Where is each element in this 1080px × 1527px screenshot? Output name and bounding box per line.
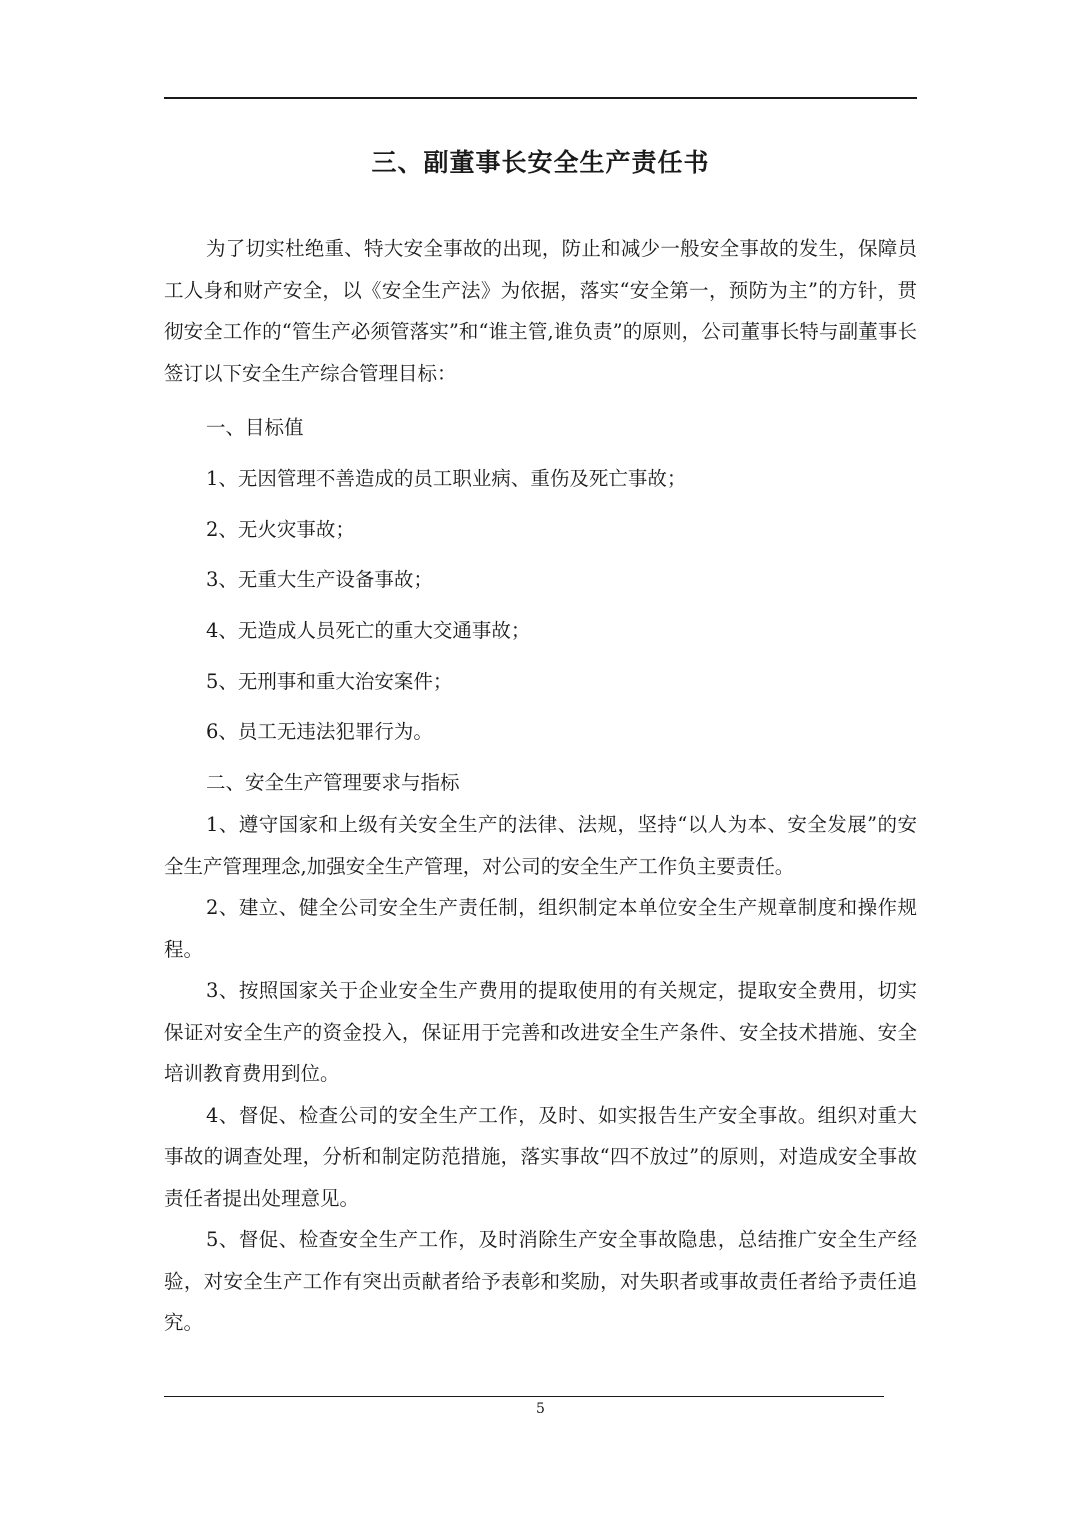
goal-item-2: 2、无火灾事故； <box>206 518 355 541</box>
header-rule <box>164 97 917 99</box>
requirement-paragraph-5: 5、督促、检查安全生产工作，及时消除生产安全事故隐患，总结推广安全生产经验，对安全生产工作有突出贡献者给予表彰和奖励，对失职者或事故责任者给予责任追究。 <box>164 1228 917 1334</box>
intro-paragraph: 为了切实杜绝重、特大安全事故的出现，防止和减少一般安全事故的发生，保障员工人身和财产安全，以《安全生产法》为依据，落实“安全第一，预防为主”的方针，贯彻安全工作的“管生产必须管落实”和“谁主管,谁负责”的原则，公司董事长特与副董事长签订以下安全生产综合管理目标： <box>164 237 917 385</box>
requirement-paragraph-3: 3、按照国家关于企业安全生产费用的提取使用的有关规定，提取安全费用，切实保证对安全生产的资金投入，保证用于完善和改进安全生产条件、安全技术措施、安全培训教育费用到位。 <box>164 979 917 1085</box>
footer-rule <box>164 1396 884 1397</box>
goal-item-6: 6、员工无违法犯罪行为。 <box>206 720 433 743</box>
goal-item-3: 3、无重大生产设备事故； <box>206 568 433 591</box>
requirement-paragraph-2: 2、建立、健全公司安全生产责任制，组织制定本单位安全生产规章制度和操作规程。 <box>164 896 917 961</box>
goal-item-4: 4、无造成人员死亡的重大交通事故； <box>206 619 531 642</box>
section2-heading: 二、安全生产管理要求与指标 <box>206 771 460 794</box>
intro-block <box>164 228 917 394</box>
requirement-paragraph-4: 4、督促、检查公司的安全生产工作，及时、如实报告生产安全事故。组织对重大事故的调查处理，分析和制定防范措施，落实事故“四不放过”的原则，对造成安全事故责任者提出处理意见。 <box>164 1103 917 1210</box>
page-title: 三、副董事长安全生产责任书 <box>371 148 710 177</box>
requirements-block <box>164 804 917 1344</box>
section1-heading: 一、目标值 <box>206 416 304 439</box>
requirement-paragraph-1: 1、遵守国家和上级有关安全生产的法律、法规，坚持“以人为本、安全发展”的安全生产管理理念,加强安全生产管理，对公司的安全生产工作负主要责任。 <box>164 813 917 878</box>
goal-item-5: 5、无刑事和重大治安案件； <box>206 670 453 693</box>
goal-item-1: 1、无因管理不善造成的员工职业病、重伤及死亡事故； <box>206 467 687 490</box>
page-number: 5 <box>536 1401 545 1417</box>
